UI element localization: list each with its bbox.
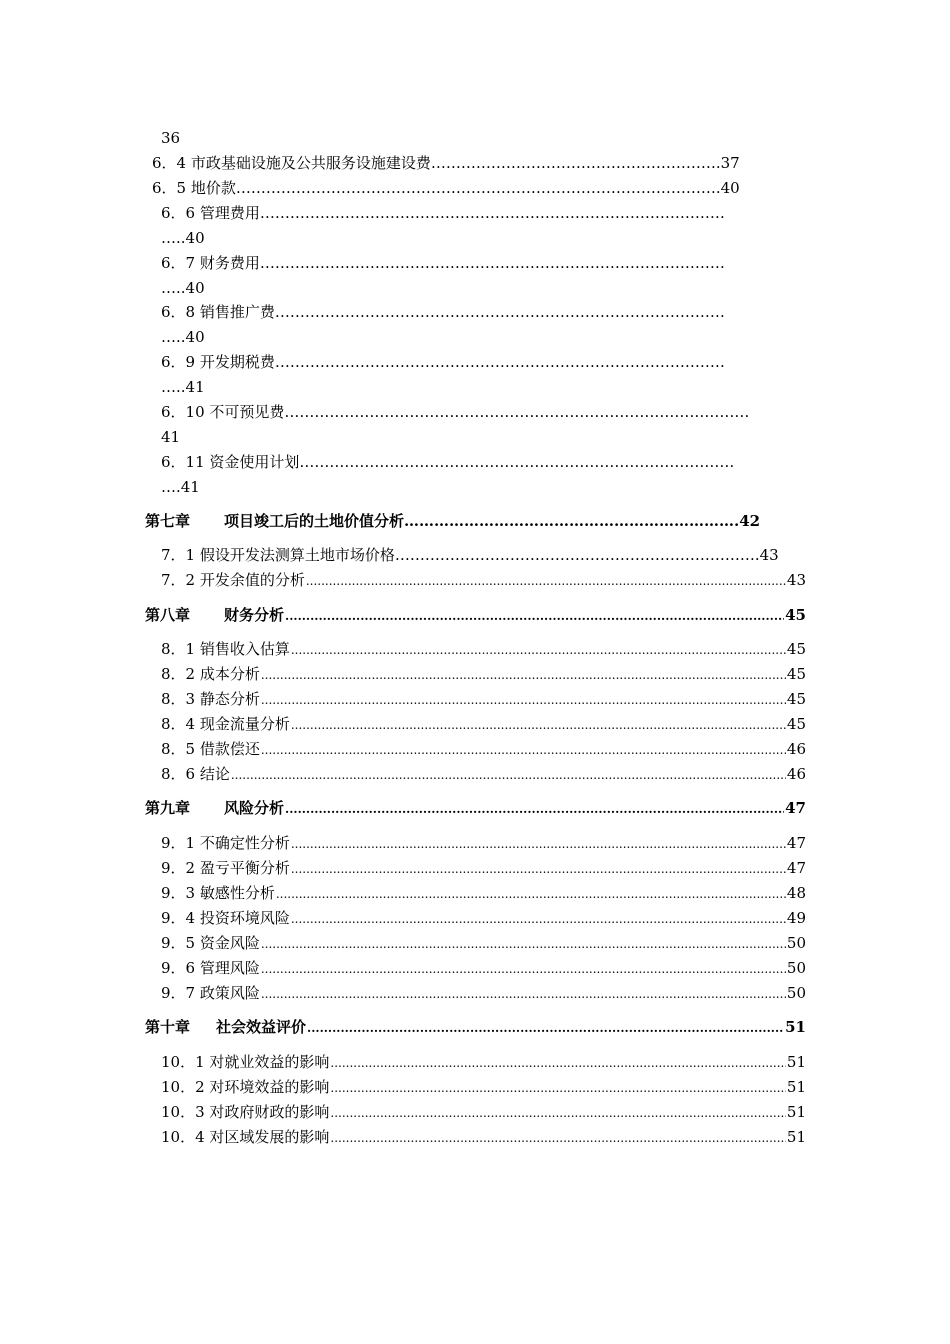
toc-entry[interactable] — [161, 884, 806, 903]
toc-entry-page: 49 — [786, 909, 806, 927]
toc-entry-label: 8．4 现金流量分析 — [161, 715, 290, 733]
toc-chapter-10[interactable] — [145, 1018, 806, 1037]
chapter-number: 第八章 — [145, 606, 191, 624]
toc-entry-label: 8．6 结论 — [161, 765, 230, 783]
toc-entry-page: 46 — [786, 765, 806, 783]
toc-entry-label: 10．4 对区域发展的影响 — [161, 1128, 330, 1146]
toc-entry-page: 50 — [786, 959, 806, 977]
toc-entry-page: 51 — [786, 1128, 806, 1146]
toc-entry-label: 9．7 政策风险 — [161, 984, 260, 1002]
toc-line: …..40 — [161, 279, 205, 297]
toc-entry[interactable] — [161, 859, 806, 878]
toc-entry-page: 47 — [785, 799, 806, 817]
toc-entry-label: 8．3 静态分析 — [161, 690, 260, 708]
chapter-number: 第十章 — [145, 1018, 191, 1036]
toc-entry[interactable] — [161, 959, 806, 978]
toc-chapter-9[interactable] — [145, 799, 806, 818]
toc-entry[interactable] — [161, 1053, 806, 1072]
toc-entry-page: 45 — [786, 665, 806, 683]
toc-entry-page: 43 — [786, 571, 806, 589]
toc-entry[interactable] — [161, 640, 806, 659]
toc-entry-page: 47 — [786, 859, 806, 877]
toc-entry[interactable] — [161, 1078, 806, 1097]
toc-entry[interactable] — [161, 934, 806, 953]
toc-chapter-8[interactable] — [145, 606, 806, 625]
toc-entry[interactable] — [161, 665, 806, 684]
chapter-title: 社会效益评价 — [216, 1018, 307, 1036]
toc-entry-label: 9．2 盈亏平衡分析 — [161, 859, 290, 877]
chapter-number: 第九章 — [145, 799, 191, 817]
chapter-title: 财务分析 — [224, 606, 285, 624]
toc-line: …..40 — [161, 328, 205, 346]
toc-entry-label: 8．1 销售收入估算 — [161, 640, 290, 658]
toc-entry-label: 8．2 成本分析 — [161, 665, 260, 683]
toc-entry[interactable] — [161, 1128, 806, 1147]
toc-line: 41 — [161, 428, 181, 446]
toc-line: 6．4 市政基础设施及公共服务设施建设费………………………………………………….37 — [152, 154, 740, 172]
toc-entry-page: 51 — [785, 1018, 806, 1036]
chapter-number: 第七章 — [145, 512, 191, 530]
toc-entry[interactable] — [161, 690, 806, 709]
toc-entry[interactable]: 7．1 假设开发法测算土地市场价格……………………………………………………………….43 — [161, 546, 779, 564]
toc-line: 6．8 销售推广费……………………………………………………………………………… — [161, 303, 725, 321]
toc-entry[interactable] — [161, 571, 806, 590]
toc-entry-label: 9．5 资金风险 — [161, 934, 260, 952]
toc-entry-label: 10．3 对政府财政的影响 — [161, 1103, 330, 1121]
toc-entry-label: 9．6 管理风险 — [161, 959, 260, 977]
chapter-title: 风险分析 — [224, 799, 285, 817]
toc-entry[interactable] — [161, 909, 806, 928]
toc-entry[interactable] — [161, 715, 806, 734]
toc-line: 6．10 不可预见费………………………………………………………………………………… — [161, 403, 750, 421]
toc-line: 6．6 管理费用………………………………………………………………………………… — [161, 204, 725, 222]
toc-line: ….41 — [161, 478, 200, 496]
toc-entry-page: 48 — [786, 884, 806, 902]
toc-entry-page: 51 — [786, 1053, 806, 1071]
toc-entry-label: 9．1 不确定性分析 — [161, 834, 290, 852]
toc-entry-label: 8．5 借款偿还 — [161, 740, 260, 758]
chapter-title: 项目竣工后的土地价值分析………………………………………………………….42 — [224, 512, 761, 530]
toc-entry[interactable] — [161, 834, 806, 853]
toc-entry[interactable] — [161, 984, 806, 1003]
toc-entry-page: 45 — [786, 690, 806, 708]
toc-entry-page: 51 — [786, 1103, 806, 1121]
toc-entry-label: 9．4 投资环境风险 — [161, 909, 290, 927]
toc-entry-page: 46 — [786, 740, 806, 758]
toc-entry-label: 7．2 开发余值的分析 — [161, 571, 305, 589]
toc-entry-page: 50 — [786, 934, 806, 952]
toc-entry-label: 10．1 对就业效益的影响 — [161, 1053, 330, 1071]
toc-entry-page: 45 — [785, 606, 806, 624]
toc-entry[interactable] — [161, 1103, 806, 1122]
toc-line: …..40 — [161, 229, 205, 247]
toc-entry-page: 51 — [786, 1078, 806, 1096]
toc-line: 6．11 资金使用计划…………………………………………………………………………… — [161, 453, 735, 471]
toc-entry-page: 45 — [786, 640, 806, 658]
toc-line: 6．5 地价款…………………………………………………………………………………….40 — [152, 179, 740, 197]
toc-entry-page: 50 — [786, 984, 806, 1002]
toc-line: 36 — [161, 129, 181, 147]
toc-entry-label: 10．2 对环境效益的影响 — [161, 1078, 330, 1096]
toc-line: 6．9 开发期税费……………………………………………………………………………… — [161, 353, 725, 371]
toc-entry[interactable] — [161, 740, 806, 759]
toc-entry-label: 9．3 敏感性分析 — [161, 884, 275, 902]
toc-line: 6．7 财务费用………………………………………………………………………………… — [161, 254, 725, 272]
toc-line: …..41 — [161, 378, 205, 396]
toc-entry-page: 45 — [786, 715, 806, 733]
toc-chapter-7[interactable] — [145, 512, 760, 530]
toc-entry-page: 47 — [786, 834, 806, 852]
toc-entry[interactable] — [161, 765, 806, 784]
